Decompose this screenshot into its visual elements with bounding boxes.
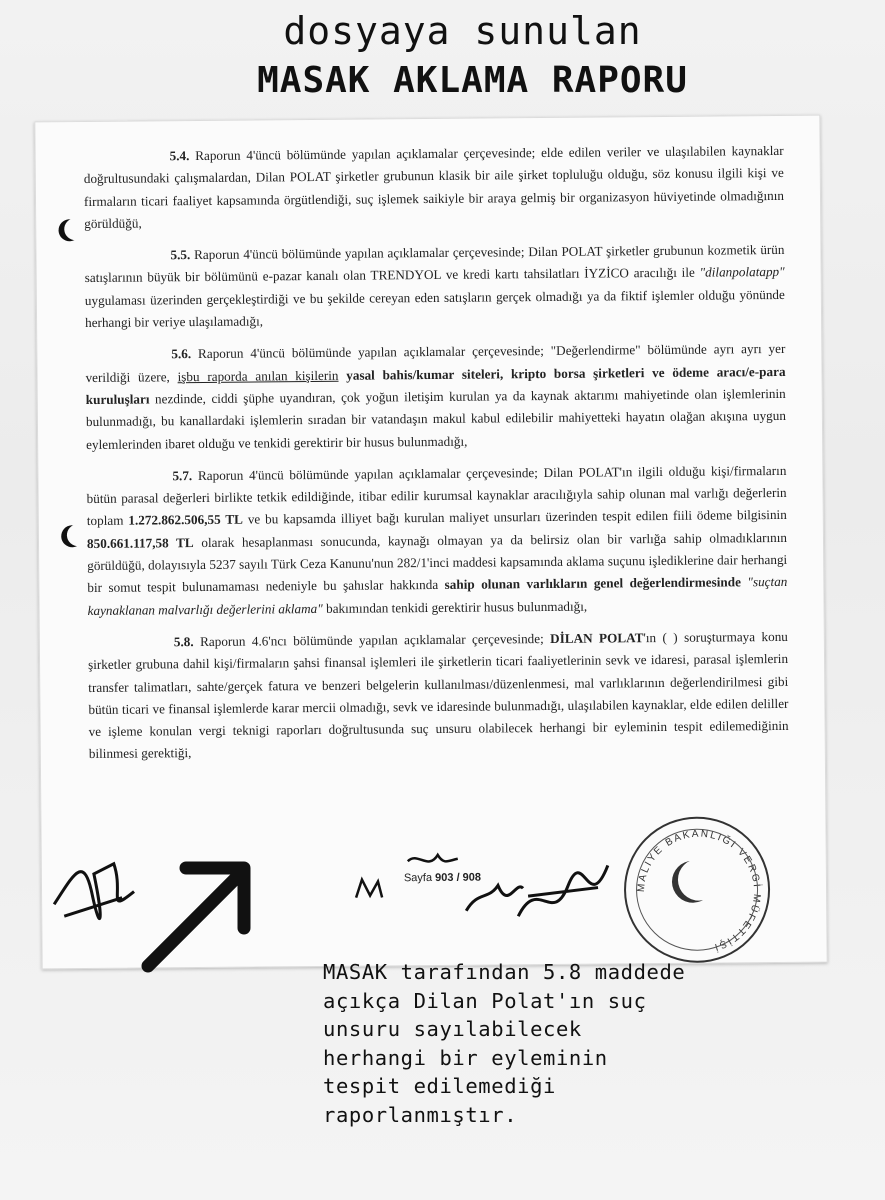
paragraph-text: Raporun 4'üncü bölümünde yapılan açıklamalar çerçevesinde; elde edilen veriler ve ulaşılabilen kaynaklar doğrultusundaki çalışmalardan, Dilan POLAT şirketler grubunun klasik bir aile şirket topluluğu olduğu, söz konusu ilgili kişi ve firmaların ticari faaliyet kapsamında örgütlendiği, suç işlemek saikiyle bir araya gelmiş bir organizasyon hüviyetinde olmadığının görüldüğü,	[83, 142, 785, 231]
italic-phrase: "suçtan kaynaklanan malvarlığı değerlerini aklama"	[87, 574, 788, 618]
signature-middle	[348, 830, 529, 942]
paragraph-text: ve bu kapsamda illiyet bağı kurulan maliyet unsurları üzerinden tespit edilen fiili ödeme bilgisinin	[242, 507, 787, 528]
page-count: 903 / 908	[435, 871, 482, 884]
paragraph-5-8	[88, 626, 789, 766]
bold-name: DİLAN POLAT	[550, 630, 644, 646]
paragraph-text: Raporun 4'üncü bölümünde yapılan açıklamalar çerçevesinde; "Değerlendirme" bölümünde ayrı ayrı yer verildiği üzere,	[85, 341, 786, 385]
caption-text: MASAK tarafından 5.8 maddede açıkça Dilan Polat'ın suç unsuru sayılabilecek herhangi bir eyleminin tespit edilemediği raporlanmıştır.	[323, 960, 686, 1127]
svg-text:MALİYE BAKANLIĞI VERGİ MÜFETTİ	[635, 828, 764, 955]
seal-inscription: MALİYE BAKANLIĞI VERGİ MÜFETTİŞİ	[635, 828, 763, 953]
app-name: "dilanpolatapp"	[699, 264, 785, 281]
paragraph-number: 5.4.	[169, 148, 190, 164]
bold-phrase: yasal bahis/kumar siteleri, kripto borsa şirketleri ve ödeme aracı/e-para kuruluşları	[85, 363, 786, 407]
paragraph-text: Raporun 4'üncü bölümünde yapılan açıklamalar çerçevesinde; Dilan POLAT'ın ilgili olduğu kişi/firmaların bütün parasal değerleri birlikte tetkik edildiğinde, itibar edilir kurumsal kaynaklar aracılığıyla sahip olunan mal varlığı değerlerin toplam	[86, 462, 787, 529]
title-line-1: dosyaya sunulan	[283, 9, 642, 53]
underlined-phrase: işbu raporda anılan kişilerin	[177, 367, 339, 384]
paragraph-number: 5.5.	[170, 247, 191, 263]
total-assets-amount: 1.272.862.506,55 TL	[128, 512, 243, 529]
paragraph-text: uygulaması üzerinden gerçekleştirdiği ve bu şekilde cereyan eden satışların gerçek olmadığı ya da fiktif işlemler olduğu yönünde herhangi bir veriye ulaşılamadığı,	[84, 286, 785, 331]
paragraph-text: 'ın ( ) soruşturmaya konu şirketler grubuna dahil kişi/firmaların şahsi finansal işlemleri ile şirketlerin ticari faaliyetlerinin sevk ve idaresi, parasal işlemlerin transfer talimatları, sahte/gerçek fatura ve benzeri belgelerin kullanılması/düzenlenmesi, mal varlıklarının değerlendirilmesi gibi bütün ticari ve finansal işlemlerde karar mercii olmadığı, sevk ve idaresinde bulunmadığı, ulaşılabilen kaynaklar, elde edilen deliller ve işleme konulan vergi teknigi raporları doğrultusunda suç unsuru olabilecek herhangi bir eyleminin tespit edilemediğinin bilinmesi gerektiği,	[87, 628, 789, 762]
official-seal	[623, 816, 770, 963]
paragraph-5-7	[86, 460, 787, 622]
paragraph-5-6	[85, 338, 786, 456]
paragraph-number: 5.6.	[171, 346, 192, 362]
paragraph-text: Raporun 4'üncü bölümünde yapılan açıklamalar çerçevesinde; Dilan POLAT şirketler grubunun kozmetik ürün satışlarının büyük bir bölümünü e-pazar kanalı olan TRENDYOL ve kredi kartı tahsilatları İYZİCO aracılığı ile	[84, 242, 785, 286]
arrow-up-right-icon	[120, 838, 270, 988]
report-body	[84, 140, 789, 776]
paragraph-text: olarak hesaplanması sonucunda, kaynağı olmayan ya da belirsiz olan bir varlığa sahip olmadıklarının görüldüğü, dolayısıyla 5237 sayılı Türk Ceza Kanunu'nun 282/1'inci maddesi kapsamında aklama suçunu işlediklerine dair herhangi bir somut tespit bulunamaması nedeniyle bu şahıslar hakkında	[87, 529, 788, 596]
paragraph-number: 5.8.	[173, 634, 194, 650]
paragraph-number: 5.7.	[172, 467, 193, 484]
actual-payment-amount: 850.661.117,58 TL	[86, 534, 194, 551]
paragraph-text: Raporun 4.6'ncı bölümünde yapılan açıklamalar çerçevesinde;	[199, 630, 551, 649]
paragraph-5-4	[84, 140, 785, 235]
paragraph-text: nezdinde, ciddi şüphe uyandıran, çok yoğun iletişim kurulan ya da kaynak aktarımı mahiyetinde olan işlemlerinin bulunmadığı, bu kanallardaki işlemlerin sıradan bir vatandaşın makul kabul edilebilir mahiyetteki hayatın olağan akışına uygun eylemlerinden ibaret olduğu ve tenkidi gerektirir bir husus bulunmadığı,	[85, 385, 786, 452]
signature-right	[508, 855, 619, 936]
title-line-2: MASAK AKLAMA RAPORU	[257, 60, 688, 101]
page-number	[404, 872, 481, 885]
bold-phrase: sahip olunan varlıkların genel değerlendirmesinde	[444, 574, 741, 593]
paragraph-text: bakımından tenkidi gerektirir husus bulunmadığı,	[322, 598, 588, 616]
seal-text	[625, 818, 772, 965]
page-title	[0, 6, 885, 106]
page-label: Sayfa	[403, 872, 433, 885]
paragraph-5-5	[84, 239, 785, 334]
seal-crescent-icon	[678, 858, 720, 900]
